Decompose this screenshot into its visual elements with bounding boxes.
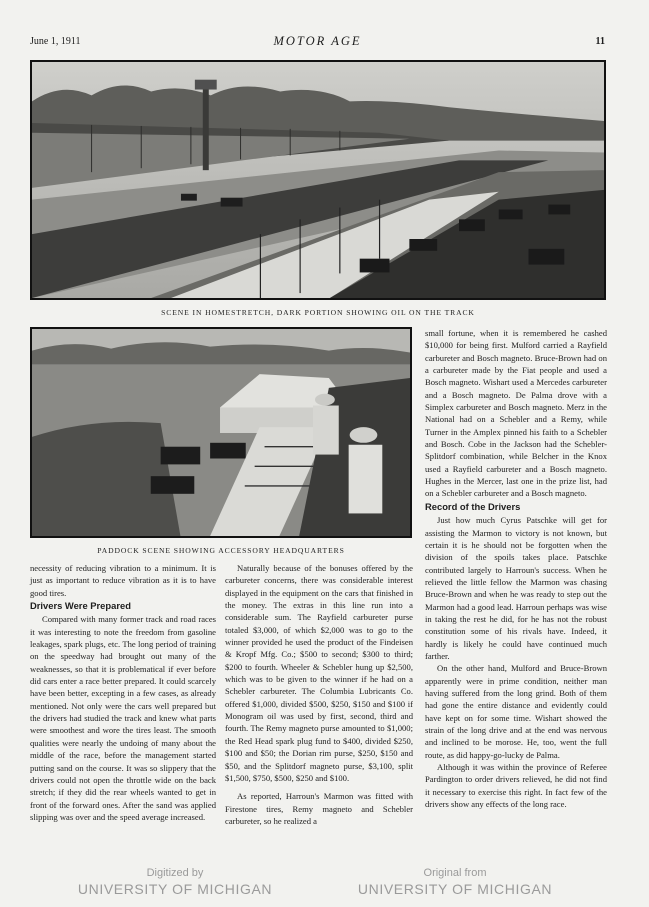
issue-date: June 1, 1911 [30, 36, 81, 47]
watermark-institution: UNIVERSITY OF MICHIGAN [357, 881, 553, 897]
section-heading: Drivers Were Prepared [30, 600, 131, 612]
paragraph: Just how much Cyrus Patschke will get for assisting the Marmon to victory is not known, but certain it is he should not be forgotten when the division of the spoils takes place. Patschke contributed largely to Harroun's success. When he relieved the little fellow the Marmon was chasing Bruce-Brown and when he was ready to step out the Marmon had a good lead. Harroun perhaps was wise in taking the rest he did, for he has not the robust constitution some of his rivals have. Indeed, it hardly is likely he could have continued much farther. [425, 515, 607, 661]
digitized-by-watermark [60, 866, 290, 898]
magazine-title: MOTOR AGE [273, 34, 362, 48]
paddock-photo [30, 327, 412, 538]
watermark-small-text: Original from [423, 867, 487, 879]
homestretch-photo-image [32, 62, 604, 298]
section-heading: Record of the Drivers [425, 500, 521, 512]
watermark-institution: UNIVERSITY OF MICHIGAN [77, 881, 273, 897]
paragraph: Although it was within the province of Referee Pardington to order drivers relieved, he did not find it necessary to exercise this right. In fact few of the drivers show any effects of the long race. [425, 762, 607, 810]
paragraph: On the other hand, Mulford and Bruce-Brown apparently were in prime condition, neither man having suffered from the long grind. Both of them had gone the entire distance and evidently could have kept on for some time. Wishart showed the strain of the long drive and at the end was nervous and inclined to be morose. He, too, went the full route, as did happy-go-lucky de Palma. [425, 663, 607, 760]
paragraph: necessity of reducing vibration to a minimum. It is just as important to reduce vibration as it is to have good tires. [30, 563, 216, 598]
paragraph: As reported, Harroun's Marmon was fitted with Firestone tires, Remy magneto and Schebler carbureter, so he realized a [225, 791, 413, 826]
paddock-photo-image [32, 329, 410, 536]
watermark-small-text: Digitized by [146, 867, 204, 879]
original-from-watermark [340, 866, 570, 898]
paragraph: Compared with many former track and road races it was interesting to note the freedom from gasoline leakages, spark plugs, etc. The long period of training on the speedway had brought out many of the weaknesses, so that it is problematical if ever before did cars enter a race better prepared. It could scarcely have been better, excepting in a few cases, as already mentioned. Not only were the cars well prepared but the drivers had studied the track and knew what parts were smoothest and wore the tires least. The smooth qualities were nearly the undoing of many about the middle of the race, before the management started putting sand on the course. It was so slippery that the drivers could not open the throttle wide on the back stretch; if they did the rear wheels wanted to get in front of the forward ones. After the sand was applied slipping was over and the speed average increased. [30, 614, 216, 822]
article-column-1 [30, 562, 216, 823]
paddock-caption: PADDOCK SCENE SHOWING ACCESSORY HEADQUARTERS [97, 546, 345, 555]
article-column-3 [425, 327, 607, 810]
article-column-2 [225, 562, 413, 827]
homestretch-caption: SCENE IN HOMESTRETCH, DARK PORTION SHOWING OIL ON THE TRACK [161, 308, 475, 317]
paragraph: Naturally because of the bonuses offered by the carbureter concerns, there was considerable interest displayed in the equipment on the cars that finished in the money. The extras in this line run into a considerable sum. The Rayfield carbureter purse totaled $3,000, of which $2,000 was to go to the winner provided he used the product of the Findeisen & Kropf Mfg. Co.; $500 to second; $300 to third; $200 to fourth. Wheeler & Schebler hung up $2,500, which was to be given to the winner if he had on a Schebler carbureter. The Columbia Lubricants Co. offered $1,000, divided $500, $250, $150 and $100 if Monogram oil was used by first, second, third and fourth. The Remy magneto purse amounted to $1,000; the Red Head spark plug fund to $400, divided $250, $100 and $50; the Dorian rim purse, $250, $150 and $50, and the Splitdorf magneto purse, $3,100, split $1,500, $750, $500, $250 and $100. [225, 563, 413, 783]
paragraph: small fortune, when it is remembered he cashed $10,000 for being first. Mulford carried a Rayfield carbureter and Bosch magneto. Bruce-Brown had on a carbureter made by the Fiat people and used a Bosch magneto. Wishart used a Mercedes carbureter and a Bosch magneto. De Palma drove with a Simplex carbureter and Bosch magneto. Merz in the National had on a Schebler and a Remy, while Turner in the Amplex pinned his faith to a Schebler and Bosch. Cobe in the Jackson had the Schebler-Splitdorf combination, while Belcher in the Knox used a Rayfield carbureter and a Bosch magneto. Hughes in the Mercer, last one in the prize list, had on a Schebler carbureter and a Bosch magneto. [425, 328, 607, 499]
page-header [30, 34, 605, 50]
homestretch-photo [30, 60, 606, 300]
page-number: 11 [595, 36, 605, 47]
